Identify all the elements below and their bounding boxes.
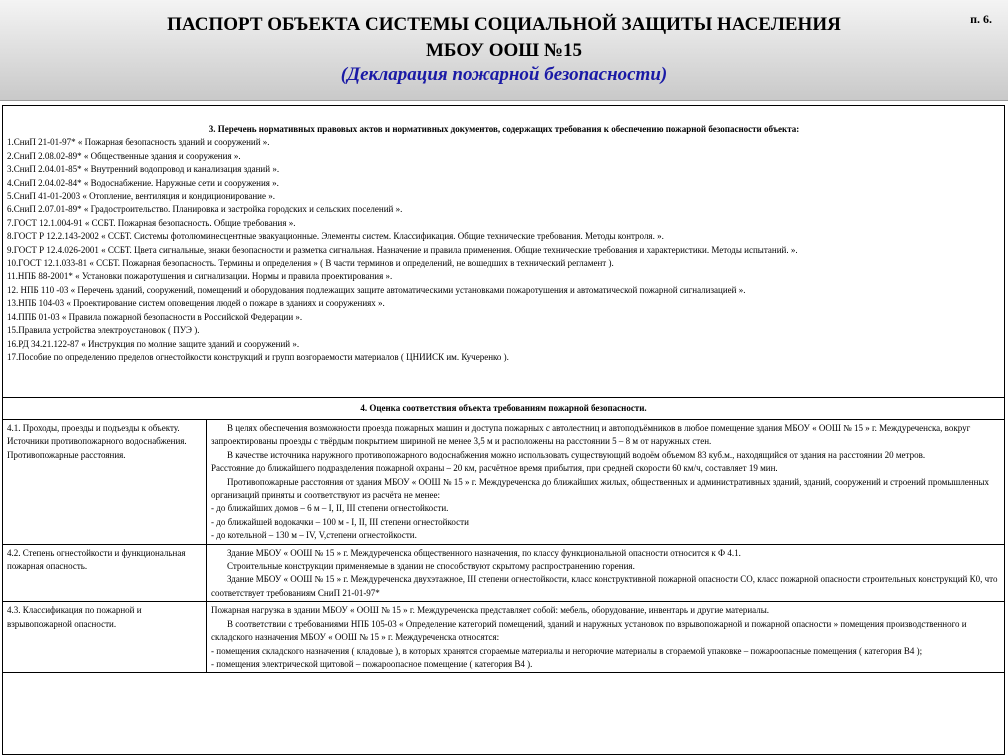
paragraph: Расстояние до ближайшего подразделения пожарной охраны – 20 км, расчётное время прибытия, при средней скорости 60 км/ч, составляет 19 мин. — [211, 463, 778, 474]
regulation-item: 4.СниП 2.04.02-84* « Водоснабжение. Наружные сети и сооружения ». — [7, 177, 279, 188]
assessment-table — [3, 420, 1004, 673]
section4-title: 4. Оценка соответствия объекта требованиям пожарной безопасности. — [3, 398, 1004, 420]
regulation-item: 16.РД 34.21.122-87 « Инструкция по молние защите зданий и сооружений ». — [7, 338, 300, 349]
header-title-line1: ПАСПОРТ ОБЪЕКТА СИСТЕМЫ СОЦИАЛЬНОЙ ЗАЩИТЫ НАСЕЛЕНИЯ — [167, 14, 841, 35]
paragraph: Здание МБОУ « ООШ № 15 » г. Междуреченска двухэтажное, III степени огнестойкости, класс конструктивной пожарной опасности СО, класс пожарной опасности строительных конструкций К0, что соответствует требованиям СниП 21-01-97* — [211, 574, 998, 598]
table-row — [3, 420, 1004, 544]
regulation-item: 17.Пособие по определению пределов огнестойкости конструкций и групп возгораемости материалов ( ЦНИИСК им. Кучеренко ). — [7, 351, 509, 362]
row-label: 4.1. Проходы, проезды и подъезды к объекту. Источники противопожарного водоснабжения. Противопожарные расстояния. — [3, 420, 207, 544]
paragraph: В целях обеспечения возможности проезда пожарных машин и доступа пожарных с автолестниц и автоподъёмников в любое помещение здания МБОУ « ООШ № 15 » г. Междуреченска, вокруг запроектированы проезды с твёрдым покрытием шириной не менее 3,5 м и расположены на расстоянии 5 – 8 м от наружных стен. — [211, 423, 971, 447]
distance-item: - до ближайших домов – 6 м – I, II, III степени огнестойкости. — [211, 503, 449, 514]
regulation-item: 3.СниП 2.04.01-85* « Внутренний водопровод и канализация зданий ». — [7, 164, 280, 175]
row-content — [207, 420, 1005, 544]
row-content — [207, 602, 1005, 673]
row-label: 4.3. Классификация по пожарной и взрывопожарной опасности. — [3, 602, 207, 673]
regulation-item: 15.Правила устройства электроустановок ( ПУЭ ). — [7, 325, 200, 336]
section3-regulations — [3, 106, 1004, 398]
distance-item: - до котельной – 130 м – IV, V,степени огнестойкости. — [211, 530, 417, 541]
regulation-item: 1.СниП 21-01-97* « Пожарная безопасность зданий и сооружений ». — [7, 137, 270, 148]
regulation-item: 5.СниП 41-01-2003 « Отопление, вентиляция и кондиционирование ». — [7, 191, 275, 202]
distance-item: - до ближайшей водокачки – 100 м - I, II, III степени огнестойкости — [211, 516, 469, 527]
header-title-line2: МБОУ ООШ №15 — [425, 40, 583, 61]
row-label: 4.2. Степень огнестойкости и функциональная пожарная опасность. — [3, 544, 207, 602]
category-item: - помещения складского назначения ( кладовые ), в которых хранятся сгораемые материалы и негорючие материалы в сгораемой упаковке – пожароопасные помещения ( категория В4 ); — [211, 645, 923, 656]
table-row — [3, 602, 1004, 673]
paragraph: Пожарная нагрузка в здании МБОУ « ООШ № 15 » г. Междуреченска представляет собой: мебель, оборудование, инвентарь и другие материалы. — [211, 605, 770, 616]
regulation-item: 11.НПБ 88-2001* « Установки пожаротушения и сигнализации. Нормы и правила проектирования ». — [7, 271, 393, 282]
paragraph: Строительные конструкции применяемые в здании не способствуют скрытому распространению горения. — [227, 561, 635, 572]
regulation-item: 12. НПБ 110 -03 « Перечень зданий, сооружений, помещений и оборудования подлежащих защите автоматическими установками пожаротушения и автоматической пожарной сигнализацией ». — [7, 284, 746, 295]
paragraph: В качестве источника наружного противопожарного водоснабжения можно использовать существующий водоём объемом 83 куб.м., находящийся от здания на расстоянии 20 метров. — [227, 449, 926, 460]
document-body — [2, 105, 1005, 755]
regulation-item: 6.СниП 2.07.01-89* « Градостроительство. Планировка и застройка городских и сельских поселений ». — [7, 204, 403, 215]
regulation-item: 13.НПБ 104-03 « Проектирование систем оповещения людей о пожаре в зданиях и сооружениях ». — [7, 298, 385, 309]
regulation-item: 2.СниП 2.08.02-89* « Общественные здания и сооружения ». — [7, 150, 241, 161]
paragraph: Здание МБОУ « ООШ № 15 » г. Междуреченска общественного назначения, по классу функциональной опасности относится к Ф 4.1. — [227, 547, 741, 558]
table-row — [3, 544, 1004, 602]
row-content — [207, 544, 1005, 602]
category-item: - помещения электрической щитовой – пожароопасное помещение ( категория В4 ). — [211, 658, 533, 669]
regulation-item: 10.ГОСТ 12.1.033-81 « ССБТ. Пожарная безопасность. Термины и определения » ( В части терминов и определений, не вошедших в технический регламент ). — [7, 258, 614, 269]
paragraph: Противопожарные расстояния от здания МБОУ « ООШ № 15 » г. Междуреченска до ближайших жилых, общественных и административных зданий, зданий, сооружений и строений промышленных организаций приняты и соответствуют из расчёта не менее: — [211, 476, 989, 501]
header-subtitle: (Декларация пожарной безопасности) — [340, 64, 668, 85]
regulation-item: 7.ГОСТ 12.1.004-91 « ССБТ. Пожарная безопасность. Общие требования ». — [7, 217, 296, 228]
paragraph: В соответствии с требованиями НПБ 105-03 « Определение категорий помещений, зданий и наружных установок по взрывопожарной и пожарной опасности » помещения производственного и складского назначения МБОУ « ООШ № 15 » г. Междуреченска относятся: — [211, 618, 967, 643]
section3-title: 3. Перечень нормативных правовых актов и нормативных документов, содержащих требования к обеспечению пожарной безопасности объекта: — [208, 124, 800, 134]
regulation-item: 9.ГОСТ Р 12.4.026-2001 « ССБТ. Цвета сигнальные, знаки безопасности и разметка сигнальная. Назначение и правила применения. Общие технические требования и характеристики. Методы испытаний. ». — [7, 244, 798, 255]
document-header — [0, 0, 1008, 101]
regulation-item: 8.ГОСТ Р 12.2.143-2002 « ССБТ. Системы фотолюминесцентные эвакуационные. Элементы систем. Классификация. Общие технические требования. Методы контроля. ». — [7, 231, 664, 242]
page-number: п. 6. — [970, 12, 992, 26]
regulation-item: 14.ППБ 01-03 « Правила пожарной безопасности в Российской Федерации ». — [7, 311, 303, 322]
